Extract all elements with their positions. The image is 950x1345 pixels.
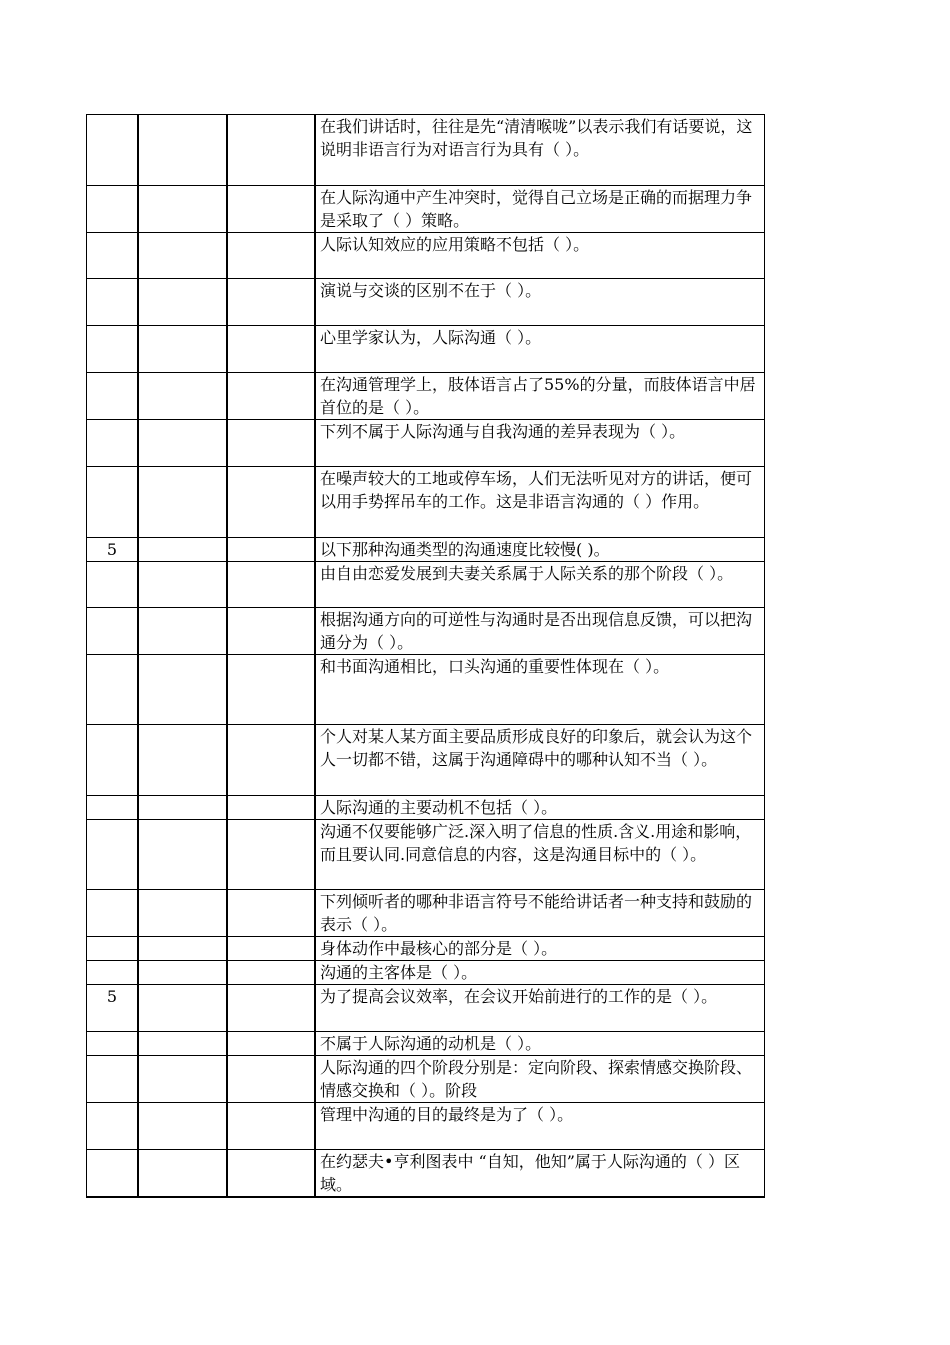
number-cell xyxy=(87,467,139,538)
empty-cell xyxy=(227,420,315,467)
number-cell xyxy=(87,373,139,420)
question-cell: 管理中沟通的目的最终是为了（ ）。 xyxy=(315,1103,765,1150)
question-table xyxy=(86,114,765,1198)
number-cell xyxy=(87,420,139,467)
question-cell: 在沟通管理学上，肢体语言占了55%的分量，而肢体语言中居首位的是（ ）。 xyxy=(315,373,765,420)
number-cell xyxy=(87,1056,139,1103)
empty-cell xyxy=(138,985,227,1032)
table-row xyxy=(87,467,765,538)
table-row xyxy=(87,937,765,961)
empty-cell xyxy=(138,608,227,655)
number-cell xyxy=(87,725,139,796)
question-cell: 根据沟通方向的可逆性与沟通时是否出现信息反馈，可以把沟通分为（ ）。 xyxy=(315,608,765,655)
empty-cell xyxy=(227,1103,315,1150)
number-cell xyxy=(87,820,139,890)
empty-cell xyxy=(138,373,227,420)
empty-cell xyxy=(138,538,227,562)
table-row xyxy=(87,373,765,420)
empty-cell xyxy=(138,820,227,890)
question-cell: 不属于人际沟通的动机是（ ）。 xyxy=(315,1032,765,1056)
empty-cell xyxy=(227,373,315,420)
empty-cell xyxy=(227,796,315,820)
empty-cell xyxy=(227,467,315,538)
number-cell xyxy=(87,937,139,961)
question-cell: 沟通的主客体是（ ）。 xyxy=(315,961,765,985)
empty-cell xyxy=(138,937,227,961)
table-row xyxy=(87,115,765,186)
empty-cell xyxy=(227,1150,315,1198)
table-row xyxy=(87,1150,765,1198)
question-cell: 下列倾听者的哪种非语言符号不能给讲话者一种支持和鼓励的表示（ ）。 xyxy=(315,890,765,937)
question-cell: 心里学家认为，人际沟通（ ）。 xyxy=(315,326,765,373)
empty-cell xyxy=(227,115,315,186)
empty-cell xyxy=(138,279,227,326)
question-cell: 在约瑟夫•亨利图表中 “自知，他知”属于人际沟通的（ ）区域。 xyxy=(315,1150,765,1198)
number-cell xyxy=(87,655,139,725)
number-cell: 5 xyxy=(87,538,139,562)
empty-cell xyxy=(227,562,315,608)
question-cell: 在噪声较大的工地或停车场，人们无法听见对方的讲话，便可以用手势挥吊车的工作。这是非语言沟通的（ ）作用。 xyxy=(315,467,765,538)
empty-cell xyxy=(138,186,227,233)
empty-cell xyxy=(138,562,227,608)
empty-cell xyxy=(227,937,315,961)
empty-cell xyxy=(138,467,227,538)
empty-cell xyxy=(227,233,315,279)
number-cell xyxy=(87,961,139,985)
table-row xyxy=(87,186,765,233)
number-cell xyxy=(87,279,139,326)
empty-cell xyxy=(227,326,315,373)
table-row xyxy=(87,655,765,725)
table-row xyxy=(87,279,765,326)
table-row xyxy=(87,961,765,985)
empty-cell xyxy=(138,1056,227,1103)
empty-cell xyxy=(138,233,227,279)
empty-cell xyxy=(138,1032,227,1056)
empty-cell xyxy=(227,279,315,326)
number-cell: 5 xyxy=(87,985,139,1032)
empty-cell xyxy=(138,961,227,985)
question-cell: 演说与交谈的区别不在于（ ）。 xyxy=(315,279,765,326)
empty-cell xyxy=(138,420,227,467)
question-cell: 人际沟通的四个阶段分别是：定向阶段、探索情感交换阶段、情感交换和（ ）。阶段 xyxy=(315,1056,765,1103)
empty-cell xyxy=(227,538,315,562)
table-row xyxy=(87,796,765,820)
empty-cell xyxy=(227,608,315,655)
question-cell: 个人对某人某方面主要品质形成良好的印象后，就会认为这个人一切都不错，这属于沟通障碍中的哪种认知不当（ ）。 xyxy=(315,725,765,796)
table-row xyxy=(87,820,765,890)
table-row xyxy=(87,1032,765,1056)
table-row xyxy=(87,890,765,937)
empty-cell xyxy=(227,961,315,985)
empty-cell xyxy=(138,1103,227,1150)
empty-cell xyxy=(138,796,227,820)
number-cell xyxy=(87,186,139,233)
empty-cell xyxy=(138,655,227,725)
empty-cell xyxy=(138,115,227,186)
question-cell: 在人际沟通中产生冲突时，觉得自己立场是正确的而据理力争是采取了（ ）策略。 xyxy=(315,186,765,233)
table-row xyxy=(87,538,765,562)
table-row xyxy=(87,233,765,279)
empty-cell xyxy=(227,890,315,937)
empty-cell xyxy=(227,655,315,725)
number-cell xyxy=(87,115,139,186)
number-cell xyxy=(87,1032,139,1056)
empty-cell xyxy=(138,1150,227,1198)
empty-cell xyxy=(138,890,227,937)
number-cell xyxy=(87,233,139,279)
table-row xyxy=(87,1056,765,1103)
question-cell: 由自由恋爱发展到夫妻关系属于人际关系的那个阶段（ ）。 xyxy=(315,562,765,608)
table-row xyxy=(87,562,765,608)
spreadsheet xyxy=(86,114,765,1198)
empty-cell xyxy=(227,725,315,796)
number-cell xyxy=(87,1103,139,1150)
question-cell: 为了提高会议效率，在会议开始前进行的工作的是（ ）。 xyxy=(315,985,765,1032)
number-cell xyxy=(87,562,139,608)
question-cell: 以下那种沟通类型的沟通速度比较慢( )。 xyxy=(315,538,765,562)
empty-cell xyxy=(138,725,227,796)
number-cell xyxy=(87,326,139,373)
question-cell: 人际认知效应的应用策略不包括（ ）。 xyxy=(315,233,765,279)
number-cell xyxy=(87,796,139,820)
empty-cell xyxy=(227,985,315,1032)
number-cell xyxy=(87,608,139,655)
number-cell xyxy=(87,890,139,937)
table-row xyxy=(87,1103,765,1150)
table-row xyxy=(87,985,765,1032)
table-row xyxy=(87,326,765,373)
table-row xyxy=(87,420,765,467)
number-cell xyxy=(87,1150,139,1198)
question-cell: 在我们讲话时，往往是先“清清喉咙”以表示我们有话要说，这说明非语言行为对语言行为具有（ ）。 xyxy=(315,115,765,186)
empty-cell xyxy=(227,1056,315,1103)
empty-cell xyxy=(227,820,315,890)
empty-cell xyxy=(227,186,315,233)
empty-cell xyxy=(138,326,227,373)
question-cell: 人际沟通的主要动机不包括（ ）。 xyxy=(315,796,765,820)
question-cell: 沟通不仅要能够广泛.深入明了信息的性质.含义.用途和影响，而且要认同.同意信息的内容，这是沟通目标中的（ ）。 xyxy=(315,820,765,890)
table-row xyxy=(87,608,765,655)
question-cell: 下列不属于人际沟通与自我沟通的差异表现为（ ）。 xyxy=(315,420,765,467)
question-cell: 和书面沟通相比，口头沟通的重要性体现在（ ）。 xyxy=(315,655,765,725)
empty-cell xyxy=(227,1032,315,1056)
question-cell: 身体动作中最核心的部分是（ ）。 xyxy=(315,937,765,961)
table-row xyxy=(87,725,765,796)
